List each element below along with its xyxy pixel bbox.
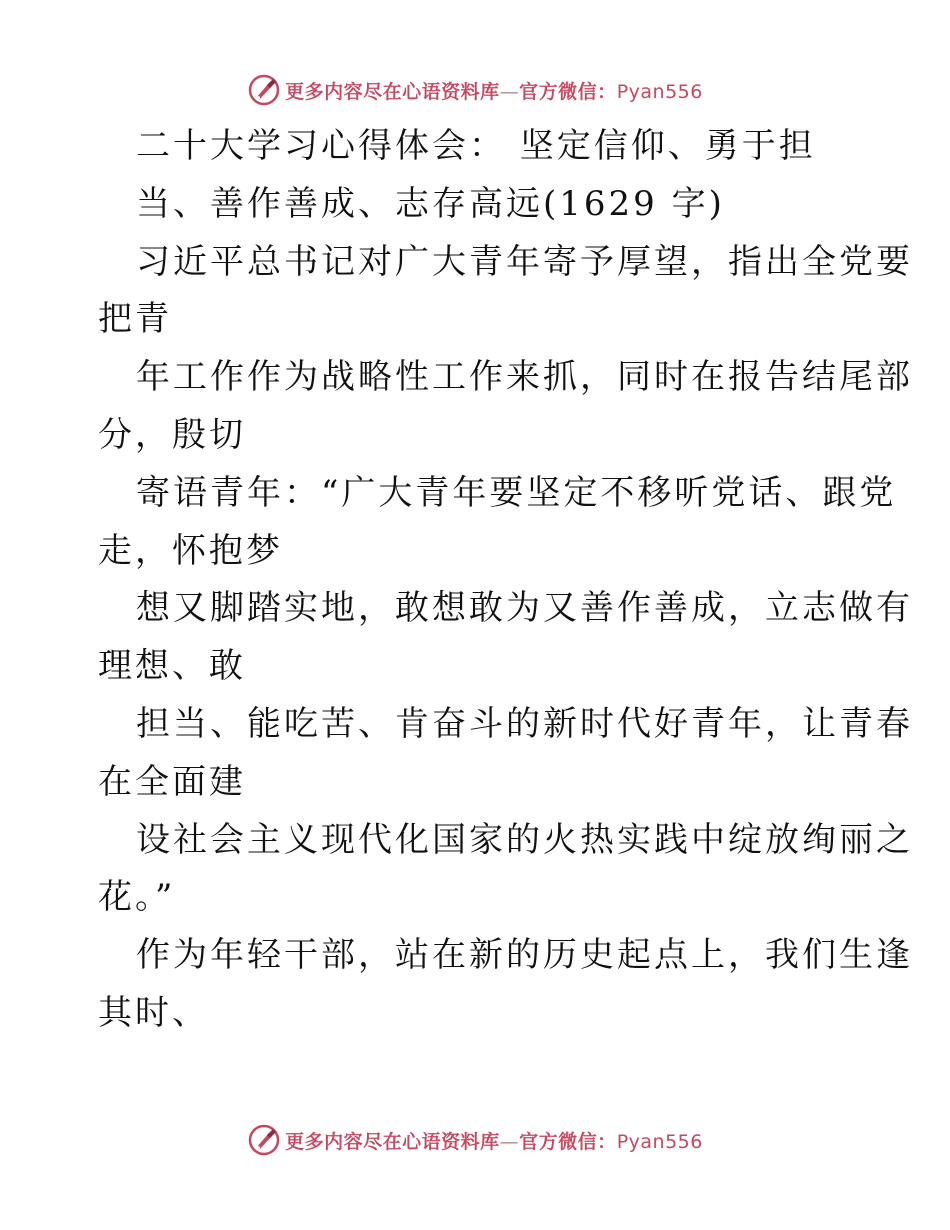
paragraph-line: 寄语青年：“广大青年要坚定不移听党话、跟党 bbox=[136, 472, 897, 513]
paragraph-line: 理想、敢 bbox=[98, 646, 246, 687]
banner-text bbox=[285, 1127, 703, 1154]
paragraph-line: 把青 bbox=[98, 299, 172, 340]
paragraph-line: 习近平总书记对广大青年寄予厚望，指出全党要 bbox=[136, 241, 913, 282]
title-line-1: 二十大学习心得体会： 坚定信仰、勇于担 bbox=[136, 126, 816, 166]
paragraph-line: 其时、 bbox=[98, 992, 209, 1033]
banner-dash: — bbox=[499, 1130, 520, 1153]
pen-nib-logo-icon bbox=[247, 1123, 281, 1157]
banner-account: Pyan556 bbox=[616, 1130, 703, 1153]
title-line-2: 当、善作善成、志存高远(1629 字) bbox=[136, 183, 725, 224]
banner-brand: 更多内容尽在心语资料库 bbox=[285, 1130, 500, 1153]
paragraph-line: 想又脚踏实地，敢想敢为又善作善成，立志做有 bbox=[136, 588, 913, 629]
banner-text bbox=[285, 77, 703, 104]
footer-banner bbox=[0, 1120, 950, 1160]
banner-label: 官方微信： bbox=[519, 1130, 617, 1153]
paragraph-line: 担当、能吃苦、肯奋斗的新时代好青年，让青春 bbox=[136, 703, 913, 744]
pen-nib-logo-icon bbox=[247, 73, 281, 107]
paragraph-line: 在全面建 bbox=[98, 761, 246, 802]
banner-label: 官方微信： bbox=[519, 80, 617, 103]
banner-brand: 更多内容尽在心语资料库 bbox=[285, 80, 500, 103]
paragraph-line: 分，殷切 bbox=[98, 414, 246, 455]
document-body bbox=[98, 118, 913, 1043]
banner-account: Pyan556 bbox=[616, 80, 703, 103]
paragraph-line: 作为年轻干部，站在新的历史起点上，我们生逢 bbox=[136, 935, 913, 976]
header-banner bbox=[0, 70, 950, 110]
paragraph-line: 设社会主义现代化国家的火热实践中绽放绚丽之 bbox=[136, 819, 913, 860]
paragraph-line: 花。” bbox=[98, 877, 176, 918]
paragraph-line: 走，怀抱梦 bbox=[98, 530, 283, 571]
banner-dash: — bbox=[499, 80, 520, 103]
paragraph-line: 年工作作为战略性工作来抓，同时在报告结尾部 bbox=[136, 357, 913, 398]
